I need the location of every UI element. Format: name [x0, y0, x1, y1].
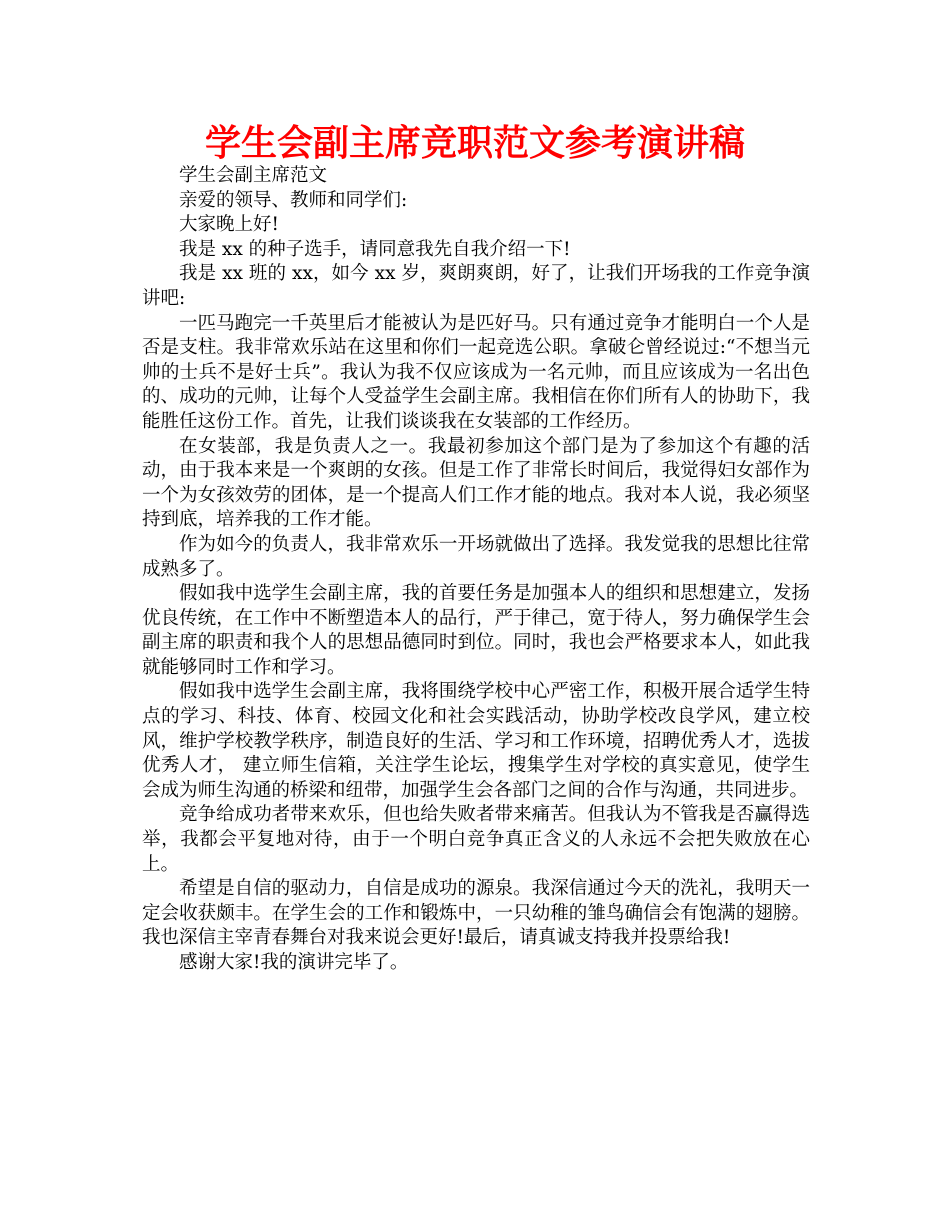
paragraph: 假如我中选学生会副主席，我的首要任务是加强本人的组织和思想建立，发扬优良传统，在工作中不断塑造本人的品行，严于律己，宽于待人，努力确保学生会副主席的职责和我个人的思想品德同时到位。同时，我也会严格要求本人，如此我就能够同时工作和学习。	[142, 583, 810, 678]
paragraph: 希望是自信的驱动力，自信是成功的源泉。我深信通过今天的洗礼，我明天一定会收获颇丰。在学生会的工作和锻炼中，一只幼稚的雏鸟确信会有饱满的翅膀。我也深信主宰青春舞台对我来说会更好!最后，请真诚支持我并投票给我!	[142, 878, 810, 949]
paragraph: 我是 xx 班的 xx，如今 xx 岁，爽朗爽朗，好了，让我们开场我的工作竞争演讲吧:	[142, 263, 810, 309]
paragraph: 学生会副主席范文	[179, 165, 328, 186]
paragraph: 一匹马跑完一千英里后才能被认为是匹好马。只有通过竞争才能明白一个人是否是支柱。我非常欢乐站在这里和你们一起竞选公职。拿破仑曾经说过:“不想当元帅的士兵不是好士兵”。我认为我不仅应该成为一名元帅，而且应该成为一名出色的、成功的元帅，让每个人受益学生会副主席。我相信在你们所有人的协助下，我能胜任这份工作。首先，让我们谈谈我在女装部的工作经历。	[142, 312, 810, 432]
document-body	[142, 164, 810, 976]
paragraph: 作为如今的负责人，我非常欢乐一开场就做出了选择。我发觉我的思想比往常成熟多了。	[142, 533, 810, 580]
paragraph: 大家晚上好!	[179, 214, 279, 236]
paragraph: 我是 xx 的种子选手，请同意我先自我介绍一下!	[179, 238, 571, 260]
paragraph: 假如我中选学生会副主席，我将围绕学校中心严密工作，积极开展合适学生特点的学习、科技、体育、校园文化和社会实践活动，协助学校改良学风，建立校风，维护学校教学秩序，制造良好的生活、学习和工作环境，招聘优秀人才，选拔优秀人才， 建立师生信箱，关注学生论坛，搜集学生对学校的真实意见，使学生会成为师生沟通的桥梁和纽带，加强学生会各部门之间的合作与沟通，共同进步。	[142, 681, 810, 801]
paragraph: 在女装部，我是负责人之一。我最初参加这个部门是为了参加这个有趣的活动，由于我本来是一个爽朗的女孩。但是工作了非常长时间后，我觉得妇女部作为一个为女孩效劳的团体，是一个提高人们工作才能的地点。我对本人说，我必须坚持到底，培养我的工作才能。	[142, 435, 810, 531]
paragraph: 竞争给成功者带来欢乐，但也给失败者带来痛苦。但我认为不管我是否赢得选举，我都会平复地对待，由于一个明白竞争真正含义的人永远不会把失败放在心上。	[142, 804, 810, 875]
document-title: 学生会副主席竞职范文参考演讲稿	[204, 123, 745, 164]
paragraph: 感谢大家!我的演讲完毕了。	[179, 952, 409, 973]
paragraph: 亲爱的领导、教师和同学们:	[179, 189, 408, 211]
